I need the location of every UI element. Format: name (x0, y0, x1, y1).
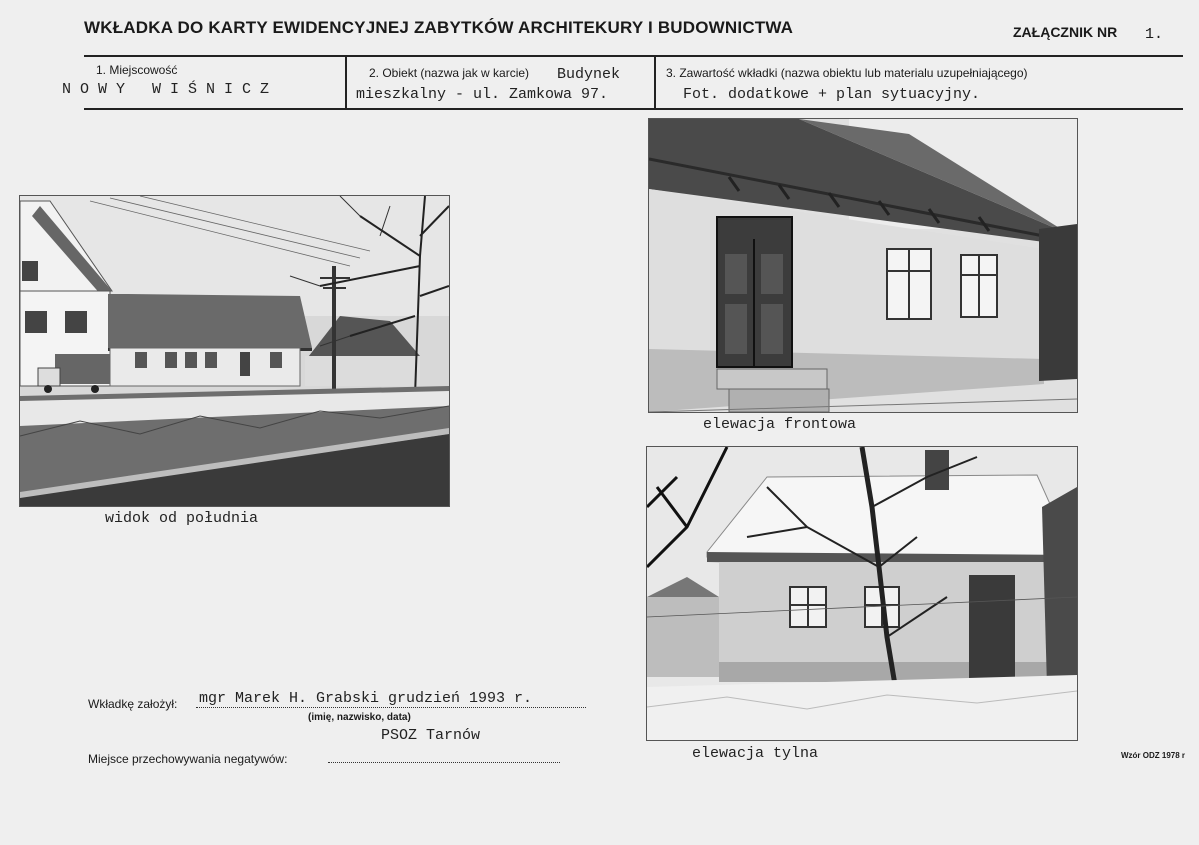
caption-front-elevation: elewacja frontowa (703, 416, 857, 433)
field-3-value: Fot. dodatkowe + plan sytuacyjny. (683, 86, 981, 103)
field-1-value: N O W Y W I Ś N I C Z (62, 81, 270, 98)
field-2-value-line2: mieszkalny - ul. Zamkowa 97. (356, 86, 609, 103)
form-code: Wzór ODZ 1978 r (1120, 751, 1185, 760)
storage-dotline (328, 762, 560, 763)
form-divider-2 (654, 55, 656, 110)
attachment-number: 1. (1145, 26, 1164, 43)
photo-rear-elevation (646, 446, 1078, 741)
storage-value: PSOZ Tarnów (381, 727, 481, 744)
caption-view-south: widok od południa (105, 510, 259, 527)
field-2-value-line1: Budynek (557, 66, 621, 83)
form-bottom-rule (84, 108, 1183, 110)
storage-label: Miejsce przechowywania negatywów: (88, 752, 288, 766)
form-divider-1 (345, 55, 347, 110)
field-2-label: 2. Obiekt (nazwa jak w karcie) (369, 66, 530, 80)
author-dotline (196, 707, 586, 708)
attachment-label: ZAŁĄCZNIK NR (1013, 24, 1118, 40)
document-title: WKŁADKA DO KARTY EWIDENCYJNEJ ZABYTKÓW ARCHITEKURY I BUDOWNICTWA (84, 18, 794, 37)
author-label: Wkładkę założył: (88, 697, 178, 711)
author-hint: (imię, nazwisko, data) (308, 712, 411, 723)
author-value: mgr Marek H. Grabski grudzień 1993 r. (199, 690, 533, 707)
photo-front-elevation (648, 118, 1078, 413)
form-top-rule (84, 55, 1183, 57)
caption-rear-elevation: elewacja tylna (692, 745, 819, 762)
field-1-label: 1. Miejscowość (96, 63, 178, 77)
photo-view-south (19, 195, 450, 507)
field-3-label: 3. Zawartość wkładki (nazwa obiektu lub materialu uzupełniającego) (666, 66, 1028, 80)
